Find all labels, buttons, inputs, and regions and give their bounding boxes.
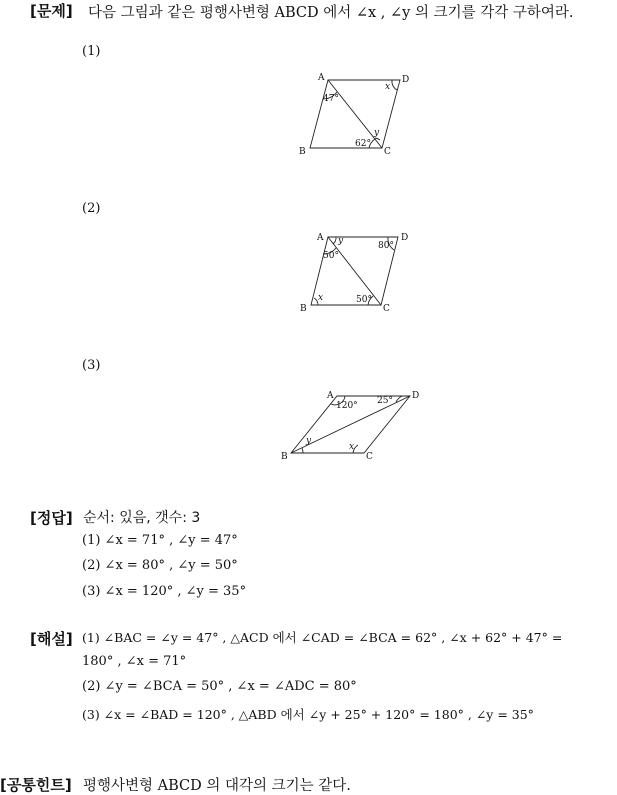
- angle-label: 50°: [323, 251, 339, 261]
- vertex-d: D: [402, 75, 410, 85]
- angle-label: 80°: [378, 241, 394, 251]
- angle-label: 120°: [336, 401, 358, 411]
- angle-x-label: x: [385, 82, 391, 92]
- solution-tag: [해설]: [30, 630, 73, 648]
- vertex-d: D: [412, 391, 420, 401]
- figure-1-label: (1): [82, 44, 101, 59]
- vertex-d: D: [401, 233, 409, 243]
- vertex-a: A: [318, 73, 325, 83]
- answer-line-2: (2) ∠x = 80° , ∠y = 50°: [82, 558, 238, 573]
- hint-tag: [공통힌트]: [0, 776, 72, 794]
- angle-y-label: y: [338, 236, 344, 246]
- angle-arc: [302, 448, 303, 453]
- angle-y-label: y: [374, 128, 380, 138]
- solution-line-2: 180° , ∠x = 71°: [82, 654, 187, 669]
- angle-label: 50°: [356, 295, 372, 305]
- vertex-b: B: [281, 452, 288, 462]
- vertex-c: C: [383, 304, 390, 314]
- problem-text: 다음 그림과 같은 평행사변형 ABCD 에서 ∠x , ∠y 의 크기를 각각 구하여라.: [88, 5, 574, 21]
- vertex-b: B: [300, 304, 307, 314]
- solution-line-4: (3) ∠x = ∠BAD = 120° , △ABD 에서 ∠y + 25° + 120° = 180° , ∠y = 35°: [82, 707, 534, 722]
- answer-tag: [정답]: [30, 509, 73, 527]
- vertex-c: C: [384, 147, 391, 157]
- angle-label: 47°: [323, 94, 339, 104]
- figure-3-label: (3): [82, 358, 101, 373]
- angle-label: 25°: [377, 396, 393, 406]
- answer-line-3: (3) ∠x = 120° , ∠y = 35°: [82, 584, 247, 599]
- solution-line-1: (1) ∠BAC = ∠y = 47° , △ACD 에서 ∠CAD = ∠BCA = 62° , ∠x + 62° + 47° =: [82, 630, 563, 645]
- vertex-b: B: [299, 147, 306, 157]
- angle-x-label: x: [349, 442, 355, 452]
- solution-line-3: (2) ∠y = ∠BCA = 50° , ∠x = ∠ADC = 80°: [82, 679, 357, 694]
- answer-line-1: (1) ∠x = 71° , ∠y = 47°: [82, 533, 238, 548]
- vertex-a: A: [317, 233, 324, 243]
- angle-label: 62°: [355, 139, 371, 149]
- figure-2-label: (2): [82, 201, 101, 216]
- angle-y-label: y: [306, 436, 312, 446]
- problem-tag: [문제]: [30, 2, 73, 20]
- angle-x-label: x: [318, 293, 324, 303]
- hint-text: 평행사변형 ABCD 의 대각의 크기는 같다.: [83, 778, 351, 794]
- vertex-c: C: [366, 452, 373, 462]
- answer-meta: 순서: 있음, 갯수: 3: [83, 510, 201, 526]
- vertex-a: A: [327, 391, 334, 401]
